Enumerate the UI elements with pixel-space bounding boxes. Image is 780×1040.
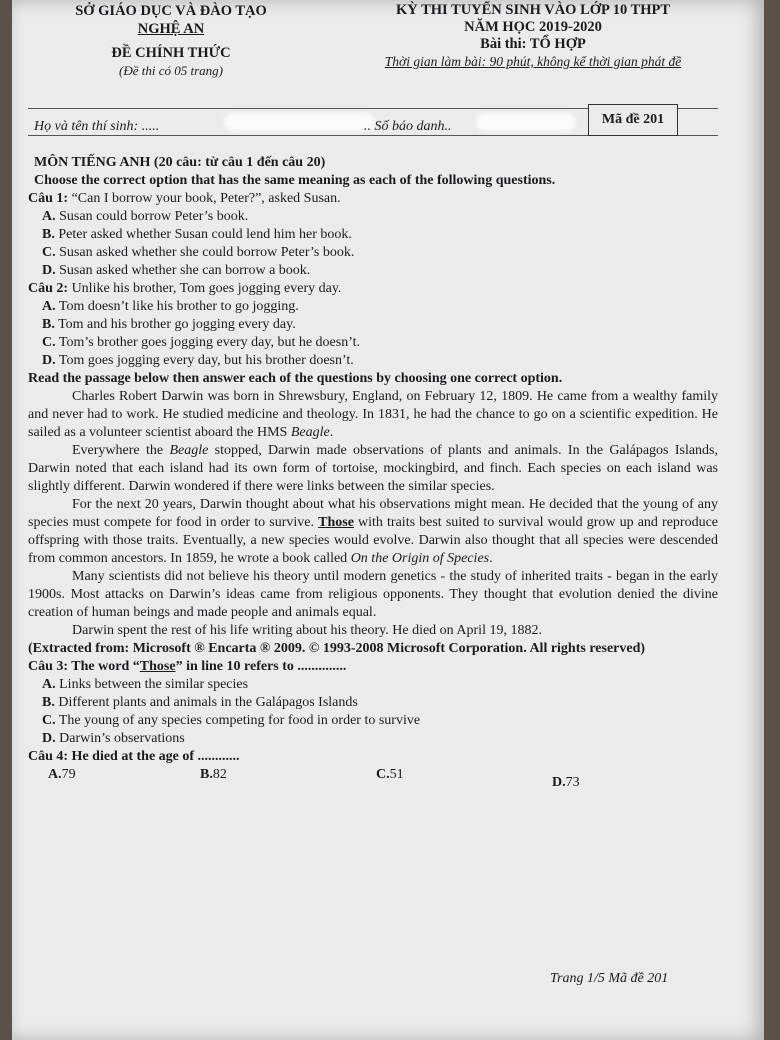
instruction-2: Read the passage below then answer each of the questions by choosing one correct option.: [28, 371, 563, 386]
question-3: Câu 3: The word “Those” in line 10 refers to ..............: [28, 659, 347, 674]
q3-option-b: B. Different plants and animals in the Galápagos Islands: [42, 695, 358, 710]
school-year: NĂM HỌC 2019-2020: [464, 19, 602, 35]
question-1: Câu 1: “Can I borrow your book, Peter?”, asked Susan.: [28, 191, 341, 206]
exam-code-box: Mã đề 201: [588, 104, 678, 136]
q4-options-row: [28, 766, 718, 790]
passage-citation: (Extracted from: Microsoft ® Encarta ® 2009. © 1993-2008 Microsoft Corporation. All rights reserved): [28, 641, 646, 656]
time-note: Thời gian làm bài: 90 phút, không kể thời gian phát đề: [384, 54, 682, 69]
header-department: [56, 2, 286, 80]
q3-option-c: C. The young of any species competing for food in order to survive: [42, 713, 421, 728]
q4-option-d: D. 73: [552, 775, 580, 790]
q1-option-b: B. Peter asked whether Susan could lend him her book.: [42, 227, 352, 242]
id-label: .. Số báo danh..: [364, 119, 452, 134]
q4-option-b: B. 82: [200, 767, 227, 782]
question-4: Câu 4: He died at the age of ............: [28, 749, 240, 764]
subject: Bài thi: TỔ HỢP: [480, 36, 586, 52]
redacted-name: [224, 113, 374, 131]
dept-line1: SỞ GIÁO DỤC VÀ ĐÀO TẠO: [75, 3, 267, 19]
passage-paragraph-1: Charles Robert Darwin was born in Shrewsbury, England, on February 12, 1809. He came from a wealthy family and never had to work. He studied medicine and theology. In 1831, he had the chance to go on a scientific expedition. He sailed as a volunteer scientist aboard the HMS Beagle.: [28, 389, 718, 440]
name-label: Họ và tên thí sinh: .....: [34, 119, 160, 134]
passage-paragraph-2: Everywhere the Beagle stopped, Darwin made observations of plants and animals. In the Galápagos Islands, Darwin noted that each island had its own form of tortoise, mockingbird, and finch. Each species on each island was slightly different. Darwin wondered if there were links between the similar species.: [28, 443, 718, 494]
q2-option-b: B. Tom and his brother go jogging every day.: [42, 317, 296, 332]
question-2: Câu 2: Unlike his brother, Tom goes jogging every day.: [28, 281, 342, 296]
q2-option-d: D. Tom goes jogging every day, but his brother doesn’t.: [42, 353, 354, 368]
q1-option-d: D. Susan asked whether she can borrow a book.: [42, 263, 311, 278]
passage-paragraph-4: Many scientists did not believe his theory until modern genetics - the study of inherited traits - began in the early 1900s. Most attacks on Darwin’s ideas came from religious opponents. They thought that evolution denied the divine creation of human beings and made people and animals equal.: [28, 569, 718, 620]
q3-option-d: D. Darwin’s observations: [42, 731, 185, 746]
pages-note: (Đề thi có 05 trang): [119, 63, 223, 78]
official-label: ĐỀ CHÍNH THỨC: [111, 45, 231, 61]
exam-content: [28, 154, 718, 790]
section-title: MÔN TIẾNG ANH (20 câu: từ câu 1 đến câu 20): [34, 155, 326, 170]
q4-option-c: C. 51: [376, 767, 404, 782]
passage-paragraph-3: For the next 20 years, Darwin thought about what his observations might mean. He decided that the young of any species must compete for food in order to survive. Those with traits best suited to survival would grow up and reproduce offspring with those traits. Eventually, a new species would evolve. Darwin also thought that all species were descended from common ancestors. In 1859, he wrote a book called On the Origin of Species.: [28, 497, 718, 566]
q3-option-a: A. Links between the similar species: [42, 677, 249, 692]
q4-option-a: A. 79: [48, 767, 76, 782]
q1-option-c: C. Susan asked whether she could borrow Peter’s book.: [42, 245, 355, 260]
dept-line2: NGHỆ AN: [137, 21, 205, 37]
redacted-id: [476, 113, 576, 131]
instruction-1: Choose the correct option that has the same meaning as each of the following questions.: [34, 173, 556, 188]
passage-paragraph-5: Darwin spent the rest of his life writing about his theory. He died on April 19, 1882.: [72, 623, 542, 638]
q2-option-a: A. Tom doesn’t like his brother to go jogging.: [42, 299, 299, 314]
q1-option-a: A. Susan could borrow Peter’s book.: [42, 209, 249, 224]
exam-title: KỲ THI TUYỂN SINH VÀO LỚP 10 THPT: [395, 2, 671, 18]
header-exam: [328, 2, 738, 70]
q2-option-c: C. Tom’s brother goes jogging every day, but he doesn’t.: [42, 335, 361, 350]
page-footer: Trang 1/5 Mã đề 201: [550, 971, 669, 986]
